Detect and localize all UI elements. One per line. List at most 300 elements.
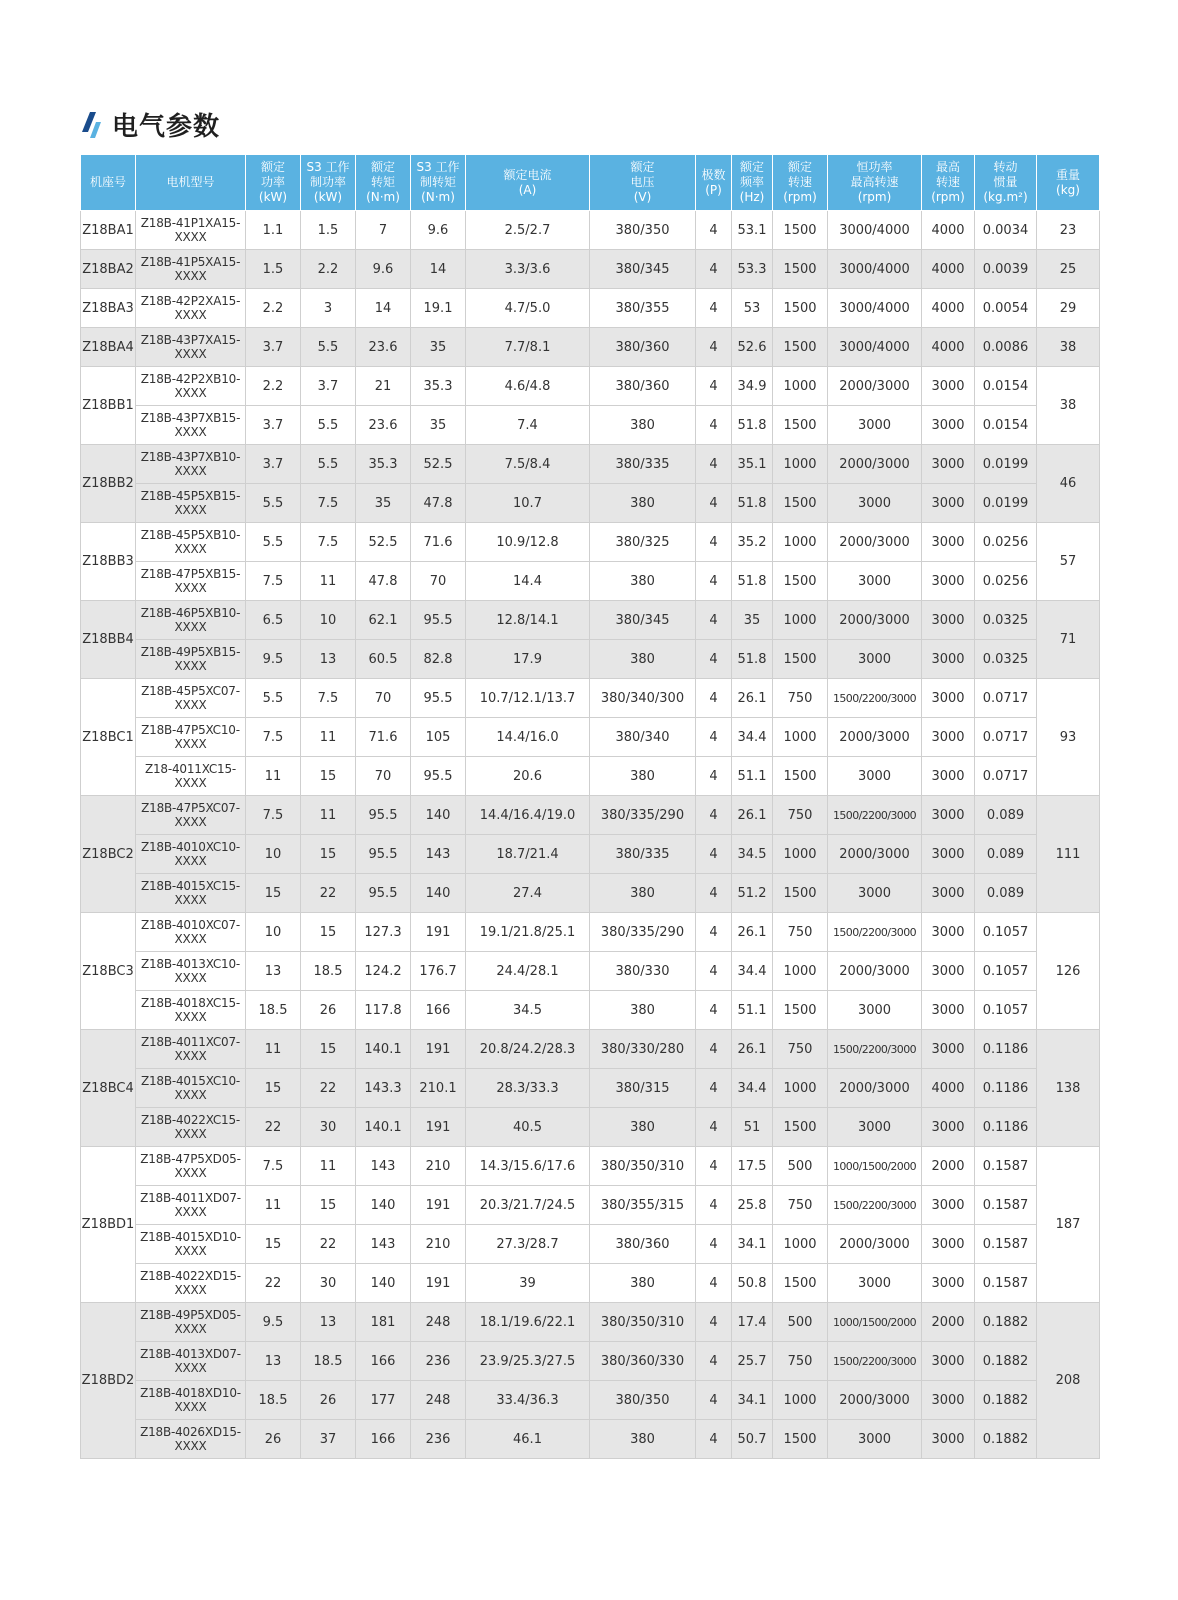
rated-current-cell: 40.5 [466, 1108, 590, 1147]
rated-frequency-cell: 51.8 [732, 406, 773, 445]
rated-frequency-cell: 34.1 [732, 1381, 773, 1420]
rated-frequency-cell: 34.4 [732, 952, 773, 991]
max-speed-cell: 4000 [922, 289, 975, 328]
rated-power-cell: 10 [246, 835, 301, 874]
frame-cell: Z18BC1 [81, 679, 136, 796]
inertia-cell: 0.1186 [975, 1069, 1037, 1108]
rated-speed-cell: 1500 [773, 406, 828, 445]
inertia-cell: 0.0717 [975, 718, 1037, 757]
rated-frequency-cell: 51.2 [732, 874, 773, 913]
table-row [81, 913, 1100, 952]
rated-voltage-cell: 380/350 [590, 1381, 696, 1420]
rated-torque-cell: 124.2 [356, 952, 411, 991]
inertia-cell: 0.0154 [975, 406, 1037, 445]
rated-speed-cell: 750 [773, 679, 828, 718]
max-speed-cell: 3000 [922, 991, 975, 1030]
s3-power-cell: 22 [301, 1225, 356, 1264]
motor-model-cell: Z18B-43P7XA15- XXXX [136, 328, 246, 367]
rated-frequency-cell: 26.1 [732, 1030, 773, 1069]
column-header: 额定 转速 (rpm) [773, 155, 828, 211]
page-title: 电气参数 [112, 112, 221, 142]
rated-voltage-cell: 380 [590, 406, 696, 445]
rated-power-cell: 3.7 [246, 406, 301, 445]
rated-voltage-cell: 380/335 [590, 445, 696, 484]
const-power-max-speed-cell: 2000/3000 [828, 952, 922, 991]
table-row [81, 1381, 1100, 1420]
rated-voltage-cell: 380/360/330 [590, 1342, 696, 1381]
inertia-cell: 0.0256 [975, 523, 1037, 562]
inertia-cell: 0.0199 [975, 445, 1037, 484]
rated-frequency-cell: 51.8 [732, 640, 773, 679]
rated-current-cell: 20.8/24.2/28.3 [466, 1030, 590, 1069]
table-row [81, 874, 1100, 913]
column-header: 转动 惯量 (kg.m²) [975, 155, 1037, 211]
frame-cell: Z18BD2 [81, 1303, 136, 1459]
table-row [81, 367, 1100, 406]
rated-power-cell: 7.5 [246, 796, 301, 835]
rated-frequency-cell: 26.1 [732, 913, 773, 952]
table-row [81, 1069, 1100, 1108]
frame-cell: Z18BB2 [81, 445, 136, 523]
rated-torque-cell: 52.5 [356, 523, 411, 562]
inertia-cell: 0.0054 [975, 289, 1037, 328]
const-power-max-speed-cell: 1500/2200/3000 [828, 913, 922, 952]
rated-power-cell: 1.1 [246, 211, 301, 250]
rated-torque-cell: 140.1 [356, 1108, 411, 1147]
rated-current-cell: 7.4 [466, 406, 590, 445]
s3-torque-cell: 9.6 [411, 211, 466, 250]
const-power-max-speed-cell: 2000/3000 [828, 718, 922, 757]
table-row [81, 991, 1100, 1030]
const-power-max-speed-cell: 2000/3000 [828, 367, 922, 406]
const-power-max-speed-cell: 3000 [828, 484, 922, 523]
weight-cell: 23 [1037, 211, 1100, 250]
const-power-max-speed-cell: 2000/3000 [828, 445, 922, 484]
rated-current-cell: 19.1/21.8/25.1 [466, 913, 590, 952]
s3-torque-cell: 210 [411, 1225, 466, 1264]
s3-torque-cell: 19.1 [411, 289, 466, 328]
s3-torque-cell: 35.3 [411, 367, 466, 406]
rated-current-cell: 10.7 [466, 484, 590, 523]
rated-power-cell: 1.5 [246, 250, 301, 289]
s3-torque-cell: 140 [411, 796, 466, 835]
s3-power-cell: 22 [301, 1069, 356, 1108]
motor-model-cell: Z18B-4015XC10- XXXX [136, 1069, 246, 1108]
rated-speed-cell: 1500 [773, 289, 828, 328]
s3-torque-cell: 82.8 [411, 640, 466, 679]
rated-frequency-cell: 50.7 [732, 1420, 773, 1459]
rated-speed-cell: 1000 [773, 718, 828, 757]
max-speed-cell: 3000 [922, 1342, 975, 1381]
table-row [81, 796, 1100, 835]
motor-model-cell: Z18B-4022XD15- XXXX [136, 1264, 246, 1303]
const-power-max-speed-cell: 1500/2200/3000 [828, 1030, 922, 1069]
const-power-max-speed-cell: 2000/3000 [828, 1069, 922, 1108]
rated-torque-cell: 71.6 [356, 718, 411, 757]
rated-voltage-cell: 380 [590, 991, 696, 1030]
weight-cell: 25 [1037, 250, 1100, 289]
motor-model-cell: Z18B-4010XC07- XXXX [136, 913, 246, 952]
rated-current-cell: 33.4/36.3 [466, 1381, 590, 1420]
rated-torque-cell: 14 [356, 289, 411, 328]
max-speed-cell: 3000 [922, 367, 975, 406]
weight-cell: 93 [1037, 679, 1100, 796]
rated-power-cell: 13 [246, 1342, 301, 1381]
column-header: 恒功率 最高转速 (rpm) [828, 155, 922, 211]
s3-power-cell: 30 [301, 1264, 356, 1303]
column-header: 额定 频率 (Hz) [732, 155, 773, 211]
column-header: 电机型号 [136, 155, 246, 211]
table-header [81, 155, 1100, 211]
rated-frequency-cell: 51.8 [732, 562, 773, 601]
s3-torque-cell: 191 [411, 913, 466, 952]
rated-current-cell: 20.6 [466, 757, 590, 796]
rated-power-cell: 15 [246, 1225, 301, 1264]
frame-cell: Z18BA1 [81, 211, 136, 250]
weight-cell: 29 [1037, 289, 1100, 328]
rated-voltage-cell: 380 [590, 640, 696, 679]
poles-cell: 4 [696, 562, 732, 601]
s3-torque-cell: 191 [411, 1108, 466, 1147]
rated-torque-cell: 181 [356, 1303, 411, 1342]
rated-frequency-cell: 35 [732, 601, 773, 640]
frame-cell: Z18BC2 [81, 796, 136, 913]
column-header: 最高 转速 (rpm) [922, 155, 975, 211]
max-speed-cell: 4000 [922, 211, 975, 250]
max-speed-cell: 2000 [922, 1147, 975, 1186]
table-body [81, 211, 1100, 1459]
rated-frequency-cell: 34.4 [732, 1069, 773, 1108]
max-speed-cell: 3000 [922, 718, 975, 757]
motor-model-cell: Z18B-49P5XB15- XXXX [136, 640, 246, 679]
frame-cell: Z18BC4 [81, 1030, 136, 1147]
rated-power-cell: 13 [246, 952, 301, 991]
inertia-cell: 0.1882 [975, 1420, 1037, 1459]
rated-speed-cell: 1000 [773, 1225, 828, 1264]
max-speed-cell: 3000 [922, 484, 975, 523]
inertia-cell: 0.0039 [975, 250, 1037, 289]
s3-power-cell: 15 [301, 1186, 356, 1225]
rated-voltage-cell: 380 [590, 1264, 696, 1303]
s3-torque-cell: 176.7 [411, 952, 466, 991]
s3-power-cell: 7.5 [301, 484, 356, 523]
motor-model-cell: Z18B-47P5XC10- XXXX [136, 718, 246, 757]
rated-current-cell: 14.4/16.0 [466, 718, 590, 757]
rated-frequency-cell: 34.1 [732, 1225, 773, 1264]
motor-model-cell: Z18B-42P2XA15- XXXX [136, 289, 246, 328]
frame-cell: Z18BD1 [81, 1147, 136, 1303]
table-row [81, 1030, 1100, 1069]
slash-logo-icon [80, 110, 102, 140]
rated-voltage-cell: 380/360 [590, 367, 696, 406]
s3-power-cell: 10 [301, 601, 356, 640]
rated-voltage-cell: 380/350 [590, 211, 696, 250]
table-row [81, 1186, 1100, 1225]
rated-voltage-cell: 380/355/315 [590, 1186, 696, 1225]
inertia-cell: 0.1882 [975, 1381, 1037, 1420]
const-power-max-speed-cell: 3000 [828, 991, 922, 1030]
table-row [81, 562, 1100, 601]
rated-frequency-cell: 53.3 [732, 250, 773, 289]
rated-frequency-cell: 26.1 [732, 679, 773, 718]
const-power-max-speed-cell: 2000/3000 [828, 1381, 922, 1420]
poles-cell: 4 [696, 718, 732, 757]
rated-voltage-cell: 380 [590, 562, 696, 601]
s3-power-cell: 15 [301, 757, 356, 796]
poles-cell: 4 [696, 328, 732, 367]
s3-power-cell: 3 [301, 289, 356, 328]
rated-speed-cell: 1000 [773, 445, 828, 484]
rated-frequency-cell: 34.5 [732, 835, 773, 874]
s3-torque-cell: 143 [411, 835, 466, 874]
poles-cell: 4 [696, 1420, 732, 1459]
const-power-max-speed-cell: 1000/1500/2000 [828, 1303, 922, 1342]
rated-speed-cell: 1500 [773, 1108, 828, 1147]
rated-speed-cell: 750 [773, 1342, 828, 1381]
s3-power-cell: 15 [301, 1030, 356, 1069]
rated-torque-cell: 9.6 [356, 250, 411, 289]
s3-torque-cell: 236 [411, 1342, 466, 1381]
inertia-cell: 0.1882 [975, 1303, 1037, 1342]
rated-frequency-cell: 51 [732, 1108, 773, 1147]
rated-voltage-cell: 380/330 [590, 952, 696, 991]
table-row [81, 289, 1100, 328]
rated-power-cell: 3.7 [246, 328, 301, 367]
rated-current-cell: 7.5/8.4 [466, 445, 590, 484]
s3-torque-cell: 166 [411, 991, 466, 1030]
frame-cell: Z18BA3 [81, 289, 136, 328]
s3-power-cell: 13 [301, 640, 356, 679]
inertia-cell: 0.0034 [975, 211, 1037, 250]
max-speed-cell: 3000 [922, 1030, 975, 1069]
rated-torque-cell: 143 [356, 1225, 411, 1264]
column-header: 额定 电压 (V) [590, 155, 696, 211]
rated-torque-cell: 47.8 [356, 562, 411, 601]
rated-speed-cell: 1500 [773, 211, 828, 250]
inertia-cell: 0.1587 [975, 1186, 1037, 1225]
const-power-max-speed-cell: 3000 [828, 1108, 922, 1147]
rated-power-cell: 7.5 [246, 718, 301, 757]
rated-power-cell: 5.5 [246, 679, 301, 718]
rated-speed-cell: 750 [773, 1030, 828, 1069]
rated-current-cell: 27.4 [466, 874, 590, 913]
const-power-max-speed-cell: 2000/3000 [828, 601, 922, 640]
inertia-cell: 0.1186 [975, 1030, 1037, 1069]
max-speed-cell: 4000 [922, 250, 975, 289]
const-power-max-speed-cell: 3000/4000 [828, 250, 922, 289]
inertia-cell: 0.1882 [975, 1342, 1037, 1381]
rated-torque-cell: 127.3 [356, 913, 411, 952]
table-row [81, 601, 1100, 640]
rated-torque-cell: 60.5 [356, 640, 411, 679]
s3-torque-cell: 248 [411, 1303, 466, 1342]
max-speed-cell: 3000 [922, 796, 975, 835]
max-speed-cell: 3000 [922, 640, 975, 679]
inertia-cell: 0.089 [975, 835, 1037, 874]
inertia-cell: 0.0256 [975, 562, 1037, 601]
rated-speed-cell: 1000 [773, 367, 828, 406]
const-power-max-speed-cell: 1500/2200/3000 [828, 1186, 922, 1225]
rated-torque-cell: 70 [356, 757, 411, 796]
rated-voltage-cell: 380/340/300 [590, 679, 696, 718]
poles-cell: 4 [696, 1108, 732, 1147]
s3-power-cell: 26 [301, 1381, 356, 1420]
motor-model-cell: Z18B-4011XD07- XXXX [136, 1186, 246, 1225]
poles-cell: 4 [696, 640, 732, 679]
rated-voltage-cell: 380 [590, 1108, 696, 1147]
rated-torque-cell: 140 [356, 1186, 411, 1225]
rated-voltage-cell: 380 [590, 757, 696, 796]
max-speed-cell: 3000 [922, 835, 975, 874]
poles-cell: 4 [696, 1069, 732, 1108]
rated-frequency-cell: 52.6 [732, 328, 773, 367]
column-header: 额定电流 (A) [466, 155, 590, 211]
s3-power-cell: 22 [301, 874, 356, 913]
rated-voltage-cell: 380/360 [590, 1225, 696, 1264]
const-power-max-speed-cell: 1500/2200/3000 [828, 1342, 922, 1381]
rated-speed-cell: 1000 [773, 523, 828, 562]
frame-cell: Z18BA2 [81, 250, 136, 289]
column-header: 重量 (kg) [1037, 155, 1100, 211]
rated-frequency-cell: 51.1 [732, 991, 773, 1030]
weight-cell: 187 [1037, 1147, 1100, 1303]
max-speed-cell: 2000 [922, 1303, 975, 1342]
table-row [81, 445, 1100, 484]
const-power-max-speed-cell: 2000/3000 [828, 1225, 922, 1264]
rated-current-cell: 3.3/3.6 [466, 250, 590, 289]
poles-cell: 4 [696, 1147, 732, 1186]
electrical-parameters-table [80, 154, 1100, 1459]
max-speed-cell: 3000 [922, 562, 975, 601]
poles-cell: 4 [696, 1030, 732, 1069]
column-header: S3 工作 制功率 (kW) [301, 155, 356, 211]
rated-voltage-cell: 380/335/290 [590, 796, 696, 835]
table-row [81, 1342, 1100, 1381]
rated-power-cell: 26 [246, 1420, 301, 1459]
rated-speed-cell: 500 [773, 1303, 828, 1342]
rated-speed-cell: 1500 [773, 328, 828, 367]
motor-model-cell: Z18B-46P5XB10- XXXX [136, 601, 246, 640]
motor-model-cell: Z18B-4018XD10- XXXX [136, 1381, 246, 1420]
rated-current-cell: 12.8/14.1 [466, 601, 590, 640]
table-row [81, 718, 1100, 757]
s3-power-cell: 11 [301, 1147, 356, 1186]
s3-torque-cell: 210.1 [411, 1069, 466, 1108]
rated-current-cell: 24.4/28.1 [466, 952, 590, 991]
rated-current-cell: 10.9/12.8 [466, 523, 590, 562]
rated-speed-cell: 1500 [773, 991, 828, 1030]
s3-torque-cell: 140 [411, 874, 466, 913]
motor-model-cell: Z18B-42P2XB10- XXXX [136, 367, 246, 406]
rated-torque-cell: 35 [356, 484, 411, 523]
rated-current-cell: 18.7/21.4 [466, 835, 590, 874]
max-speed-cell: 3000 [922, 406, 975, 445]
s3-torque-cell: 71.6 [411, 523, 466, 562]
motor-model-cell: Z18B-4026XD15- XXXX [136, 1420, 246, 1459]
motor-model-cell: Z18B-4015XC15- XXXX [136, 874, 246, 913]
rated-voltage-cell: 380/330/280 [590, 1030, 696, 1069]
rated-torque-cell: 143 [356, 1147, 411, 1186]
poles-cell: 4 [696, 952, 732, 991]
rated-frequency-cell: 51.8 [732, 484, 773, 523]
const-power-max-speed-cell: 3000 [828, 757, 922, 796]
const-power-max-speed-cell: 1500/2200/3000 [828, 679, 922, 718]
table-row [81, 328, 1100, 367]
motor-model-cell: Z18B-4022XC15- XXXX [136, 1108, 246, 1147]
s3-torque-cell: 70 [411, 562, 466, 601]
const-power-max-speed-cell: 1000/1500/2000 [828, 1147, 922, 1186]
rated-frequency-cell: 50.8 [732, 1264, 773, 1303]
table-row [81, 640, 1100, 679]
table-row [81, 1225, 1100, 1264]
rated-speed-cell: 500 [773, 1147, 828, 1186]
weight-cell: 38 [1037, 367, 1100, 445]
rated-current-cell: 46.1 [466, 1420, 590, 1459]
table-row [81, 484, 1100, 523]
rated-frequency-cell: 35.1 [732, 445, 773, 484]
poles-cell: 4 [696, 757, 732, 796]
rated-power-cell: 18.5 [246, 991, 301, 1030]
s3-power-cell: 7.5 [301, 523, 356, 562]
column-header: 极数 (P) [696, 155, 732, 211]
weight-cell: 208 [1037, 1303, 1100, 1459]
motor-model-cell: Z18B-47P5XC07- XXXX [136, 796, 246, 835]
motor-model-cell: Z18B-49P5XD05- XXXX [136, 1303, 246, 1342]
rated-power-cell: 6.5 [246, 601, 301, 640]
max-speed-cell: 3000 [922, 1381, 975, 1420]
poles-cell: 4 [696, 1381, 732, 1420]
max-speed-cell: 3000 [922, 1225, 975, 1264]
s3-torque-cell: 35 [411, 328, 466, 367]
s3-torque-cell: 95.5 [411, 679, 466, 718]
rated-current-cell: 39 [466, 1264, 590, 1303]
rated-frequency-cell: 35.2 [732, 523, 773, 562]
poles-cell: 4 [696, 1225, 732, 1264]
poles-cell: 4 [696, 991, 732, 1030]
rated-torque-cell: 177 [356, 1381, 411, 1420]
rated-voltage-cell: 380/315 [590, 1069, 696, 1108]
max-speed-cell: 4000 [922, 328, 975, 367]
rated-power-cell: 11 [246, 1030, 301, 1069]
const-power-max-speed-cell: 3000 [828, 874, 922, 913]
s3-torque-cell: 52.5 [411, 445, 466, 484]
table-row [81, 757, 1100, 796]
const-power-max-speed-cell: 3000 [828, 1420, 922, 1459]
rated-voltage-cell: 380 [590, 484, 696, 523]
frame-cell: Z18BB3 [81, 523, 136, 601]
rated-torque-cell: 140 [356, 1264, 411, 1303]
rated-speed-cell: 750 [773, 1186, 828, 1225]
rated-power-cell: 9.5 [246, 640, 301, 679]
weight-cell: 71 [1037, 601, 1100, 679]
motor-model-cell: Z18B-4018XC15- XXXX [136, 991, 246, 1030]
rated-speed-cell: 1000 [773, 835, 828, 874]
poles-cell: 4 [696, 913, 732, 952]
rated-frequency-cell: 17.4 [732, 1303, 773, 1342]
column-header: S3 工作 制转矩 (N·m) [411, 155, 466, 211]
rated-current-cell: 14.4 [466, 562, 590, 601]
rated-torque-cell: 7 [356, 211, 411, 250]
max-speed-cell: 3000 [922, 1420, 975, 1459]
rated-power-cell: 10 [246, 913, 301, 952]
table-row [81, 1420, 1100, 1459]
rated-torque-cell: 166 [356, 1420, 411, 1459]
poles-cell: 4 [696, 406, 732, 445]
rated-torque-cell: 143.3 [356, 1069, 411, 1108]
rated-torque-cell: 117.8 [356, 991, 411, 1030]
s3-power-cell: 13 [301, 1303, 356, 1342]
header-row [81, 155, 1100, 211]
